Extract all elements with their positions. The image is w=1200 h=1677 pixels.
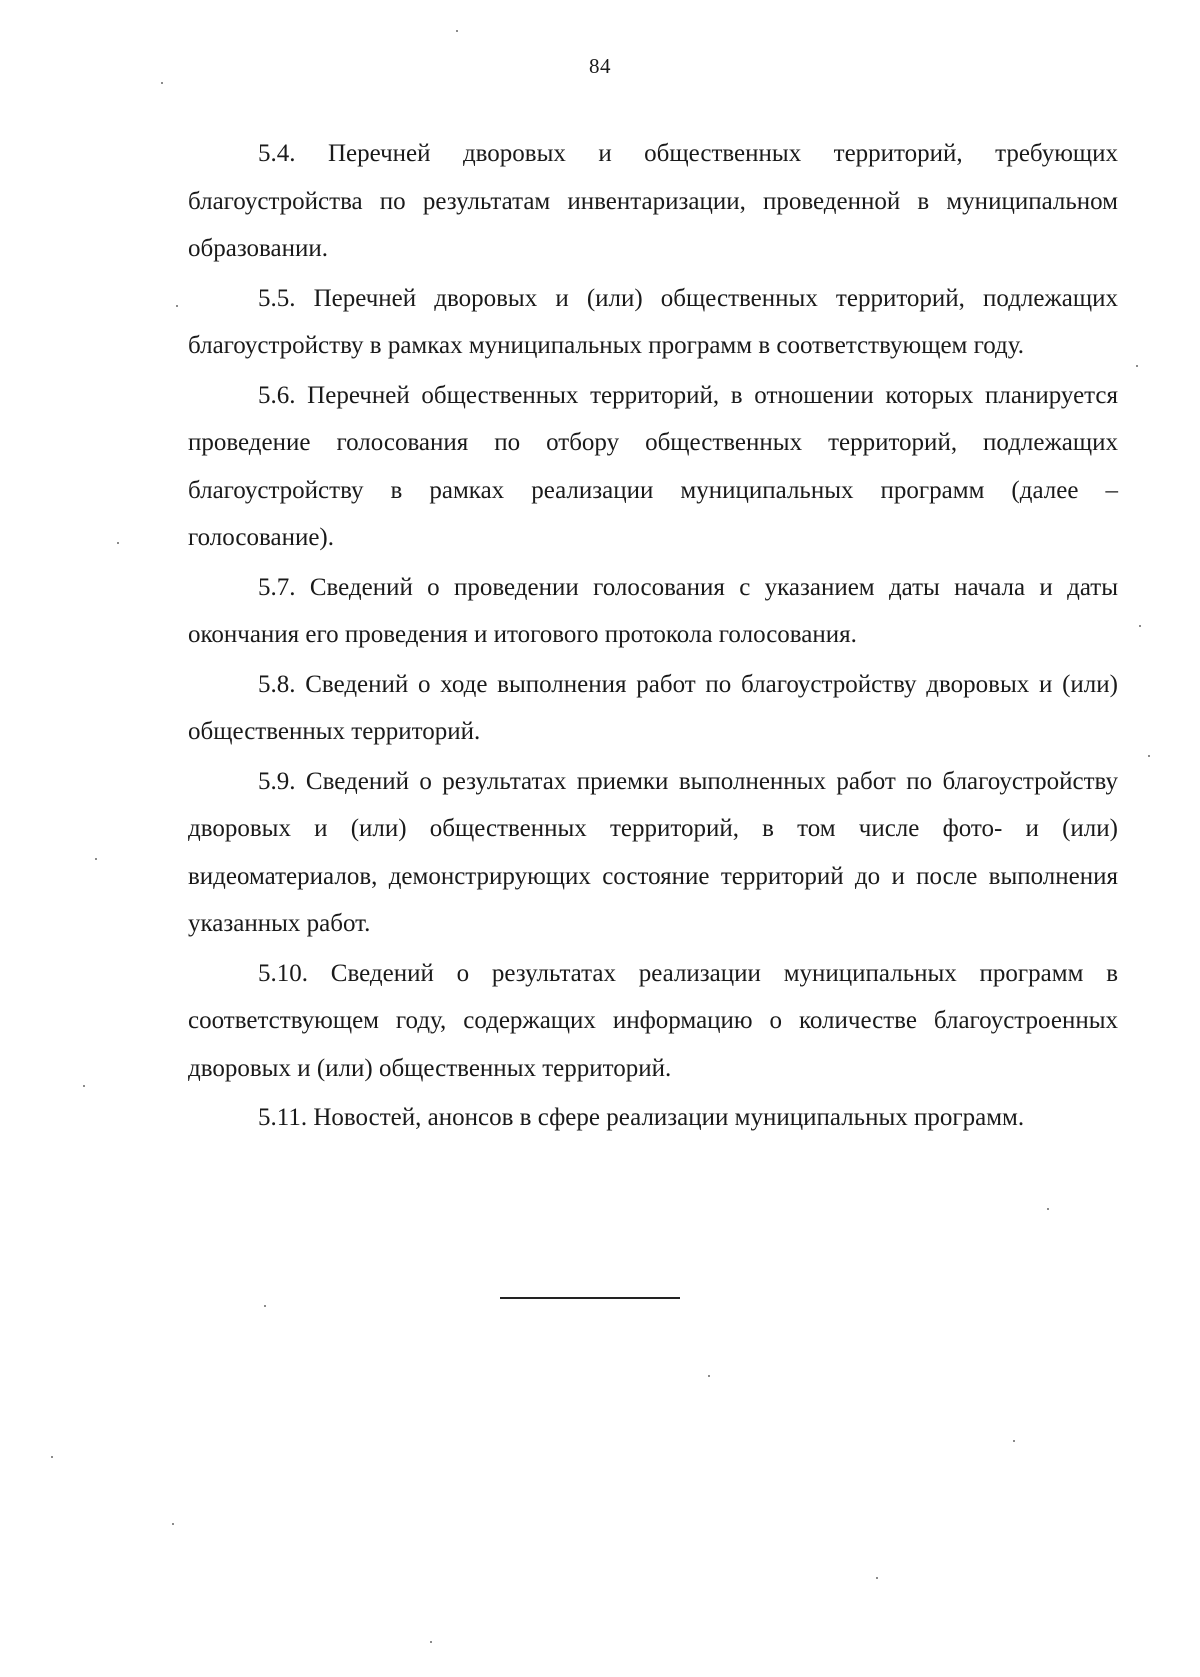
paragraph-5-4: 5.4. Перечней дворовых и общественных территорий, требующих благоустройства по результатам инвентаризации, проведенной в муниципальном образовании. bbox=[188, 140, 1118, 262]
page-number: 84 bbox=[589, 54, 611, 78]
paragraph-5-10: 5.10. Сведений о результатах реализации муниципальных программ в соответствующем году, содержащих информацию о количестве благоустроенных дворовых и (или) общественных территорий. bbox=[188, 959, 1118, 1082]
end-of-document-rule bbox=[500, 1297, 680, 1299]
paragraph-5-7: 5.7. Сведений о проведении голосования с указанием даты начала и даты окончания его проведения и итогового протокола голосования. bbox=[188, 573, 1118, 648]
paragraph-5-5: 5.5. Перечней дворовых и (или) общественных территорий, подлежащих благоустройству в рамках муниципальных программ в соответствующем году. bbox=[188, 284, 1118, 359]
paragraph-5-6: 5.6. Перечней общественных территорий, в отношении которых планируется проведение голосования по отбору общественных территорий, подлежащих благоустройству в рамках реализации муниципальных программ (далее – голосование). bbox=[188, 381, 1118, 551]
paragraph-5-8: 5.8. Сведений о ходе выполнения работ по благоустройству дворовых и (или) общественных территорий. bbox=[188, 670, 1118, 745]
paragraph-5-11: 5.11. Новостей, анонсов в сфере реализации муниципальных программ. bbox=[258, 1104, 1025, 1131]
paragraph-5-9: 5.9. Сведений о результатах приемки выполненных работ по благоустройству дворовых и (или) общественных территорий, в том числе фото- и (или) видеоматериалов, демонстрирующих состояние территорий до и после выполнения указанных работ. bbox=[188, 767, 1118, 937]
document-body bbox=[188, 130, 1118, 1144]
